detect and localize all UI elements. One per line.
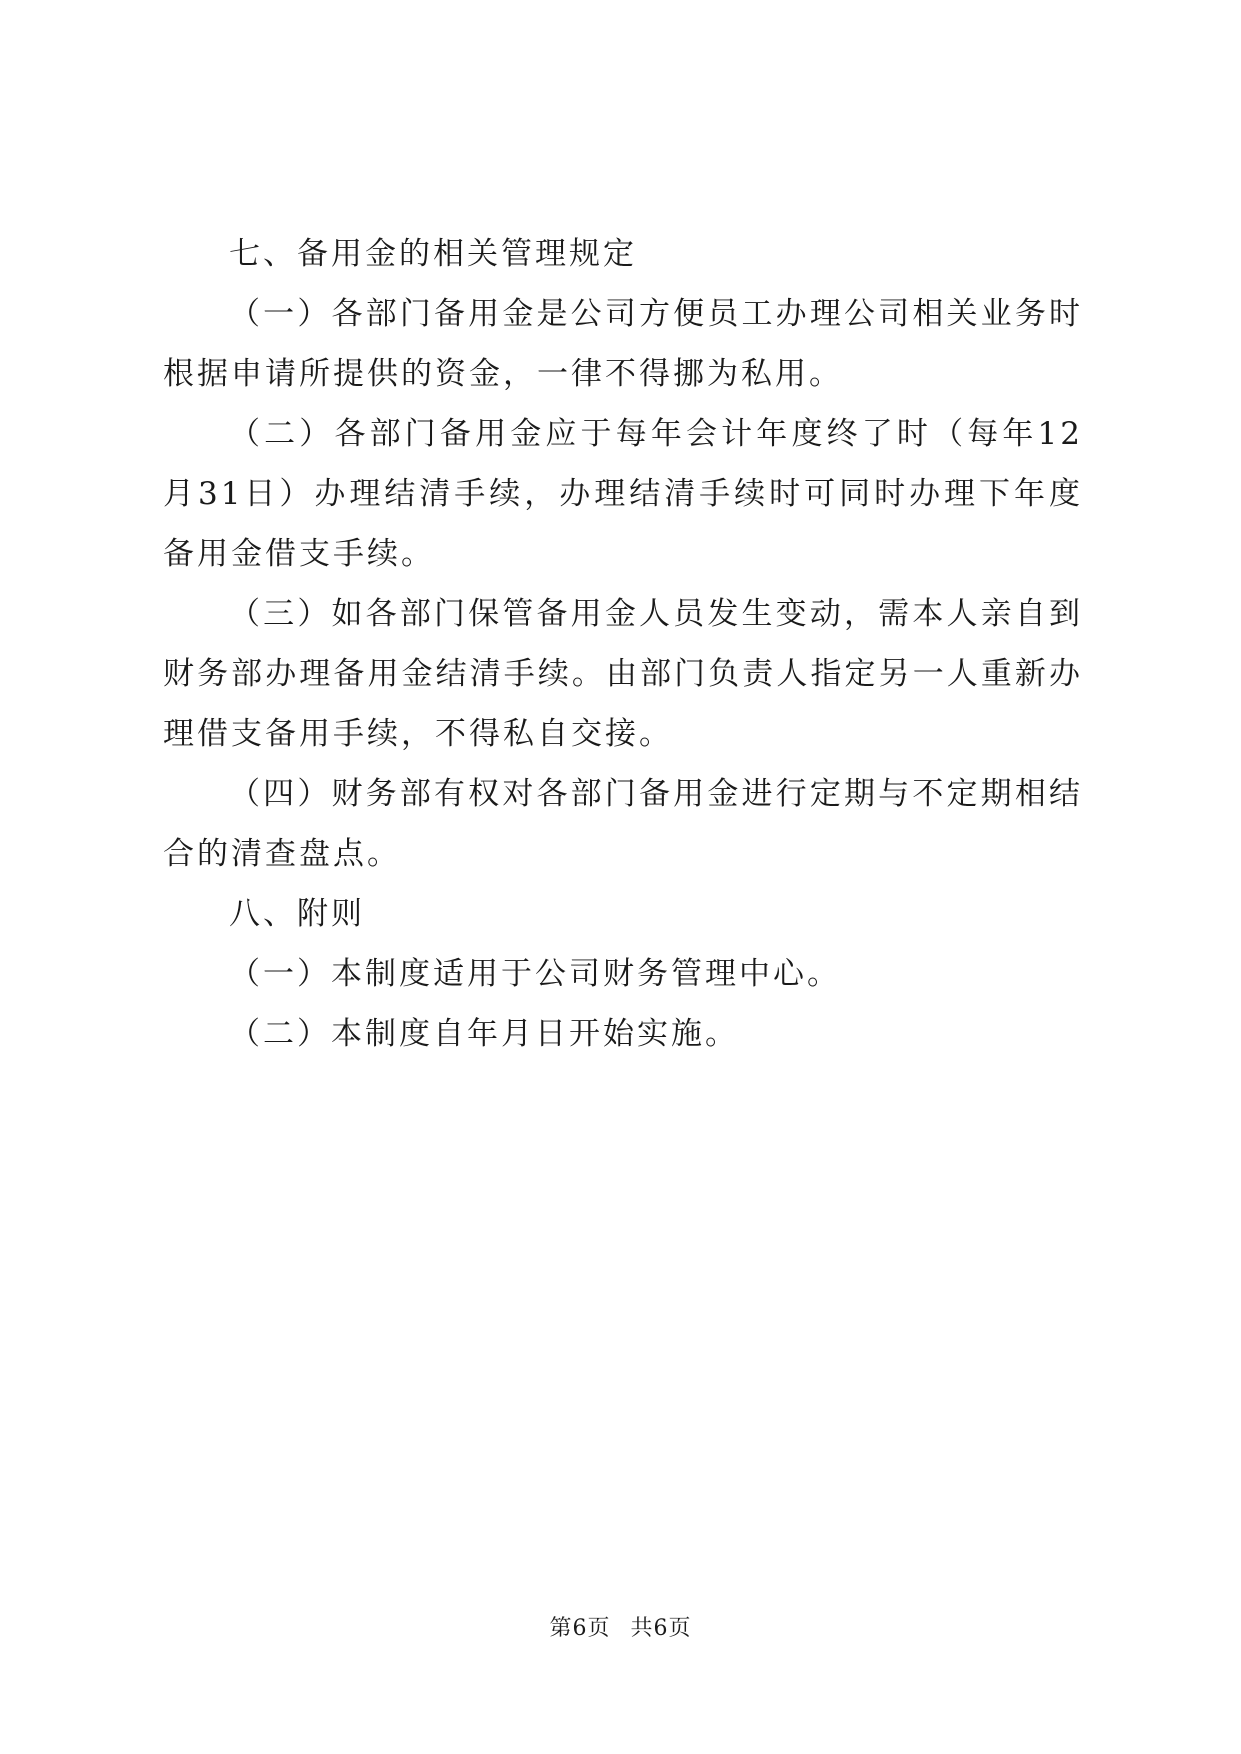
paragraph: （三）如各部门保管备用金人员发生变动，需本人亲自到财务部办理备用金结清手续。由部门负责人指定另一人重新办理借支备用手续，不得私自交接。 [163, 596, 1083, 752]
paragraph: （一）本制度适用于公司财务管理中心。 [229, 956, 841, 992]
paragraph: （二）本制度自年月日开始实施。 [229, 1016, 739, 1052]
page-number: 第6页 [549, 1616, 611, 1641]
document-body [163, 224, 1083, 1064]
paragraph: （一）各部门备用金是公司方便员工办理公司相关业务时根据申请所提供的资金，一律不得挪为私用。 [163, 296, 1083, 392]
section-heading: 七、备用金的相关管理规定 [229, 236, 637, 272]
section-heading: 八、附则 [229, 896, 365, 932]
paragraph: （四）财务部有权对各部门备用金进行定期与不定期相结合的清查盘点。 [163, 776, 1083, 872]
page-total: 共6页 [630, 1616, 692, 1641]
paragraph: （二）各部门备用金应于每年会计年度终了时（每年12月31日）办理结清手续，办理结清手续时可同时办理下年度备用金借支手续。 [163, 416, 1083, 572]
page-footer [0, 1614, 1241, 1644]
